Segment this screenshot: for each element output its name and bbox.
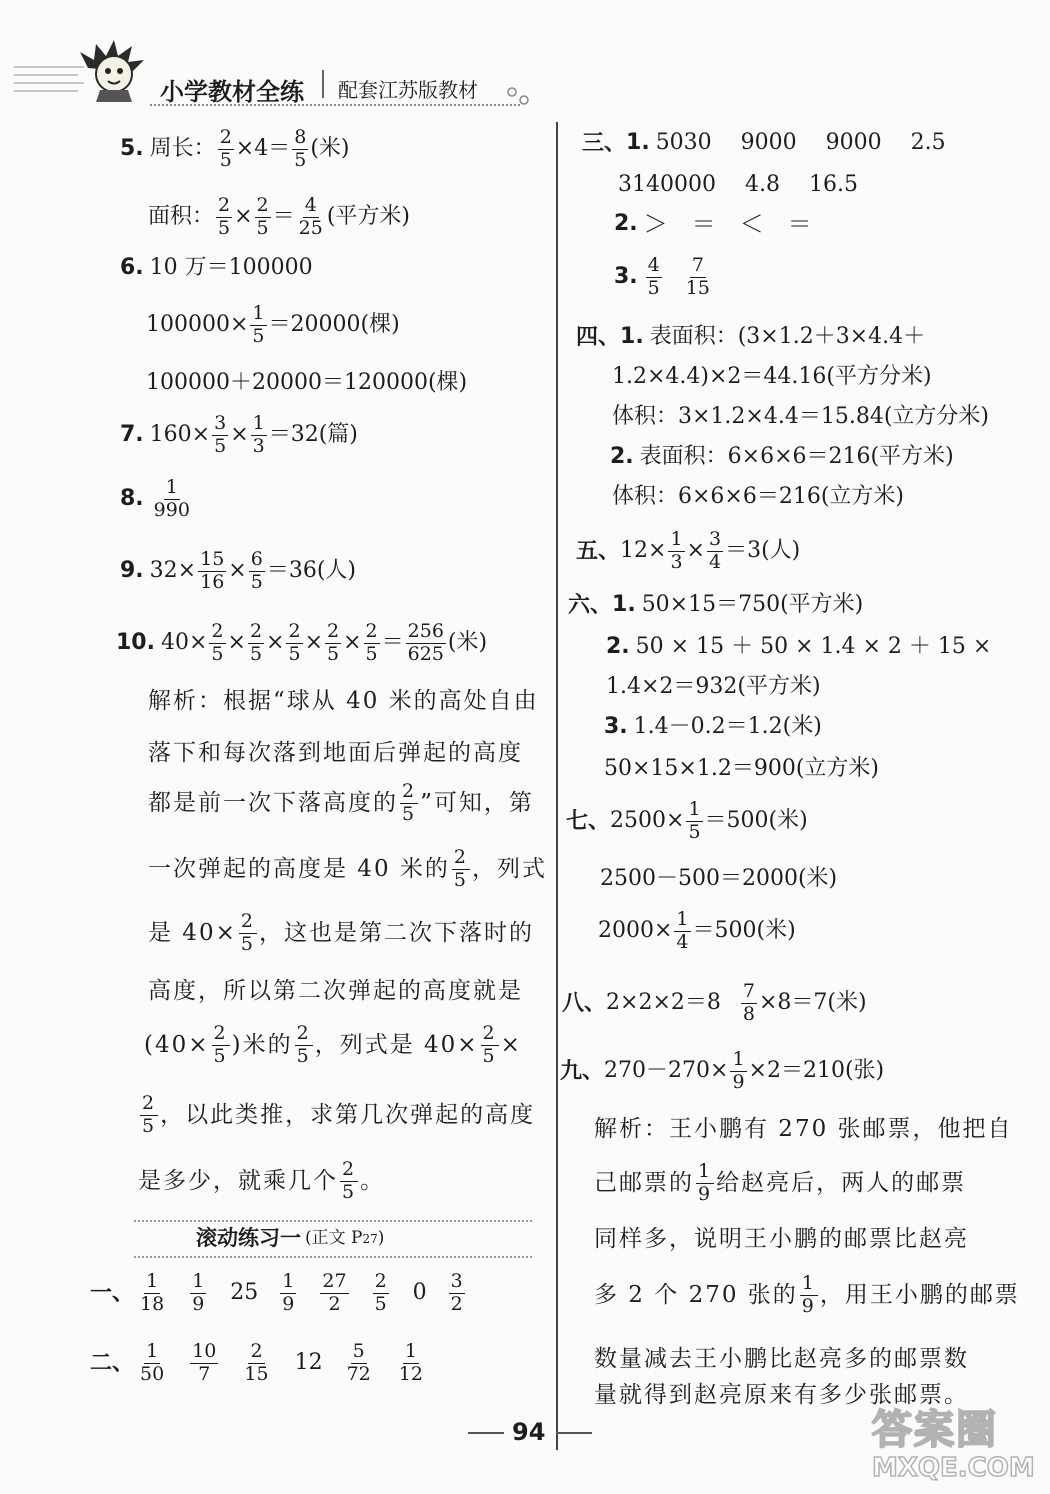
- si-line4: 2. 表面积：6×6×6＝216(平方米): [610, 444, 954, 469]
- fraction: 2 5: [296, 1022, 311, 1067]
- san-line2: 3140000 4.8 16.5: [618, 172, 858, 197]
- analysis-line: 2 5 ，以此类推，求第几次弹起的高度: [142, 1092, 536, 1137]
- fraction: $\frac{2}{5}$: [365, 620, 378, 665]
- qi-line2: 2500－500＝2000(米): [600, 866, 838, 891]
- analysis-line: 解析：根据“球从 40 米的高处自由: [148, 688, 539, 714]
- liu-line1: 六、 1. 50×15＝750(平方米): [568, 592, 864, 618]
- fraction: $\frac{3}{4}$: [708, 528, 722, 573]
- analysis-line: 己邮票的 1 9 给赵亮后，两人的邮票: [594, 1160, 967, 1205]
- fraction: 1 990: [153, 476, 190, 521]
- liu-line2: 2. 50 × 15 ＋ 50 × 1.4 × 2 ＋ 15 ×: [606, 634, 992, 659]
- fraction: 256 625: [407, 620, 444, 665]
- fraction: $\frac{2}{5}$: [211, 620, 224, 665]
- fraction: $\frac{2}{5}$: [218, 194, 231, 239]
- fraction: $\frac{2}{5}$: [256, 194, 269, 239]
- fraction: 2 15: [244, 1340, 269, 1385]
- q6-line2: 100000× $\frac{1}{5}$ ＝20000(棵): [146, 302, 400, 347]
- san-line1: 三、 1. 5030 9000 9000 2.5: [582, 130, 946, 156]
- header-separator: [322, 70, 324, 98]
- q6-line3: 100000＋20000＝120000(棵): [146, 370, 468, 395]
- header-ornament-icon: [506, 86, 532, 108]
- analysis-line: 多 2 个 270 张的 1 9 ，用王小鹏的邮票: [594, 1272, 1020, 1317]
- q9: 9. 32× $\frac{15}{16}$ × $\frac{6}{5}$ ＝36(人): [120, 548, 356, 593]
- si-line1: 四、 1. 表面积：(3×1.2＋3×4.4＋: [576, 324, 926, 350]
- fraction: 10 7: [192, 1340, 217, 1385]
- fraction: $\frac{1}{3}$: [252, 412, 265, 457]
- fraction: $\frac{6}{5}$: [250, 548, 263, 593]
- fraction: 4 25: [298, 194, 323, 239]
- fraction: 5 72: [346, 1340, 371, 1385]
- page-number: 94: [512, 1418, 546, 1446]
- fraction: 2 5: [453, 846, 468, 891]
- fraction: 1 9: [801, 1272, 816, 1317]
- q5-line1: 5. 周长： $\frac{2}{5}$ ×4＝ 8 5 (米): [120, 126, 350, 171]
- jiu: 九、 270－270× $\frac{1}{9}$ ×2＝210(张): [560, 1048, 885, 1093]
- si-line2: 1.2×4.4)×2＝44.16(平方分米): [612, 364, 932, 389]
- fraction: 1 9: [282, 1270, 295, 1315]
- fraction: 3 2: [450, 1270, 463, 1315]
- fraction: 1 9: [698, 1160, 713, 1205]
- analysis-line: 解析：王小鹏有 270 张邮票，他把自: [594, 1116, 1013, 1142]
- fraction: 7 15: [685, 254, 710, 299]
- fraction: 1 18: [140, 1270, 165, 1315]
- fraction: 8 5: [294, 126, 307, 171]
- q7: 7. 160× $\frac{3}{5}$ × $\frac{1}{3}$ ＝32(篇): [120, 412, 358, 457]
- analysis-line: 落下和每次落到地面后弹起的高度: [148, 740, 523, 766]
- header-underline: [150, 104, 520, 106]
- fraction: $\frac{1}{3}$: [670, 528, 683, 573]
- fraction: $\frac{2}{5}$: [327, 620, 340, 665]
- q8: 8. 1 990: [120, 476, 190, 521]
- q6-line1: 6. 10 万＝100000: [120, 255, 313, 280]
- fraction: $\frac{7}{8}$: [742, 980, 755, 1025]
- fraction: 1 9: [192, 1270, 205, 1315]
- analysis-line: 同样多，说明王小鹏的邮票比赵亮: [594, 1226, 969, 1252]
- fraction: $\frac{2}{5}$: [249, 620, 263, 665]
- liu-line3: 1.4×2＝932(平方米): [606, 674, 821, 699]
- fraction: 1 50: [140, 1340, 165, 1385]
- si-line3: 体积：3×1.2×4.4＝15.84(立方分米): [612, 404, 989, 429]
- fraction: $\frac{2}{5}$: [240, 910, 255, 955]
- row-yi: 一、 1 18 1 9 25 1 9 27 2 2 5 0 3 2: [90, 1270, 463, 1315]
- analysis-line: 高度，所以第二次弹起的高度就是: [148, 978, 523, 1004]
- header-subtitle: 配套江苏版教材: [338, 78, 478, 102]
- fraction: $\frac{3}{5}$: [214, 412, 227, 457]
- si-line5: 体积：6×6×6＝216(立方米): [612, 484, 905, 509]
- fraction: 2 5: [142, 1092, 157, 1137]
- fraction: $\frac{2}{5}$: [482, 1022, 497, 1067]
- watermark-logo: 答案圈 MXQE.COM: [872, 1407, 1035, 1483]
- liu-line5: 50×15×1.2＝900(立方米): [604, 756, 880, 781]
- section-rule-bottom: [134, 1256, 532, 1258]
- fraction: $\frac{1}{5}$: [252, 302, 265, 347]
- q5-line2: 面积： $\frac{2}{5}$ × $\frac{2}{5}$ ＝ 4 25 (平方米): [148, 194, 411, 239]
- san-line3: 2. ＞ ＝ ＜ ＝: [614, 210, 812, 238]
- qi-line3: 2000× $\frac{1}{4}$ ＝500(米): [598, 908, 796, 953]
- analysis-line: 量就得到赵亮原来有多少张邮票。: [594, 1382, 969, 1408]
- section-rule-top: [134, 1220, 532, 1222]
- fraction: $\frac{2}{5}$: [219, 126, 232, 171]
- section-title: 滚动练习一 (正文 P 27 ): [196, 1226, 385, 1250]
- header-title: 小学教材全练: [160, 78, 304, 106]
- mascot-icon: [78, 38, 148, 104]
- fraction: $\frac{1}{4}$: [676, 908, 689, 953]
- fraction: $\frac{2}{5}$: [213, 1022, 228, 1067]
- fraction: $\frac{15}{16}$: [200, 548, 225, 593]
- analysis-line: 是 40× $\frac{2}{5}$ ，这也是第二次下落时的: [148, 910, 534, 955]
- ba: 八、 2×2×2＝8 $\frac{7}{8}$ ×8＝7(米): [562, 980, 867, 1025]
- footer-rule-left: [468, 1432, 504, 1434]
- analysis-line: 是多少，就乘几个 2 5 。: [138, 1158, 386, 1203]
- wu: 五、 12× $\frac{1}{3}$ × $\frac{3}{4}$ ＝3(人): [576, 528, 801, 573]
- analysis-line: (40× $\frac{2}{5}$ )米的 2 5 ，列式是 40× $\frac{2}{5}$ ×: [144, 1022, 522, 1067]
- row-er: 二、 1 50 10 7 2 15 12 5 72 1 12: [90, 1340, 423, 1385]
- qi-line1: 七、 2500× $\frac{1}{5}$ ＝500(米): [566, 798, 808, 843]
- fraction: $\frac{1}{5}$: [688, 798, 701, 843]
- fraction: 2 5: [402, 780, 417, 825]
- san-line4: 3. 4 5 7 15: [614, 254, 710, 299]
- footer-rule-right: [556, 1432, 592, 1434]
- column-divider: [556, 122, 558, 1450]
- fraction: 2 5: [374, 1270, 387, 1315]
- analysis-line: 数量减去王小鹏比赵亮多的邮票数: [594, 1346, 969, 1372]
- liu-line4: 3. 1.4－0.2＝1.2(米): [604, 714, 822, 739]
- fraction: $\frac{1}{9}$: [732, 1048, 745, 1093]
- fraction: $\frac{2}{5}$: [288, 620, 301, 665]
- fraction: 27 2: [322, 1270, 347, 1315]
- q10: 10. 40× $\frac{2}{5}$ × $\frac{2}{5}$ × $\frac{2}{5}$ × $\frac{2}{5}$ × $\frac{2}{5}$ ＝ 256 625 (米): [116, 620, 488, 665]
- analysis-line: 一次弹起的高度是 40 米的 2 5 ，列式: [148, 846, 547, 891]
- analysis-line: 都是前一次下落高度的 2 5 ”可知，第: [148, 780, 534, 825]
- fraction: 4 5: [647, 254, 660, 299]
- fraction: 2 5: [342, 1158, 357, 1203]
- fraction: 1 12: [398, 1340, 423, 1385]
